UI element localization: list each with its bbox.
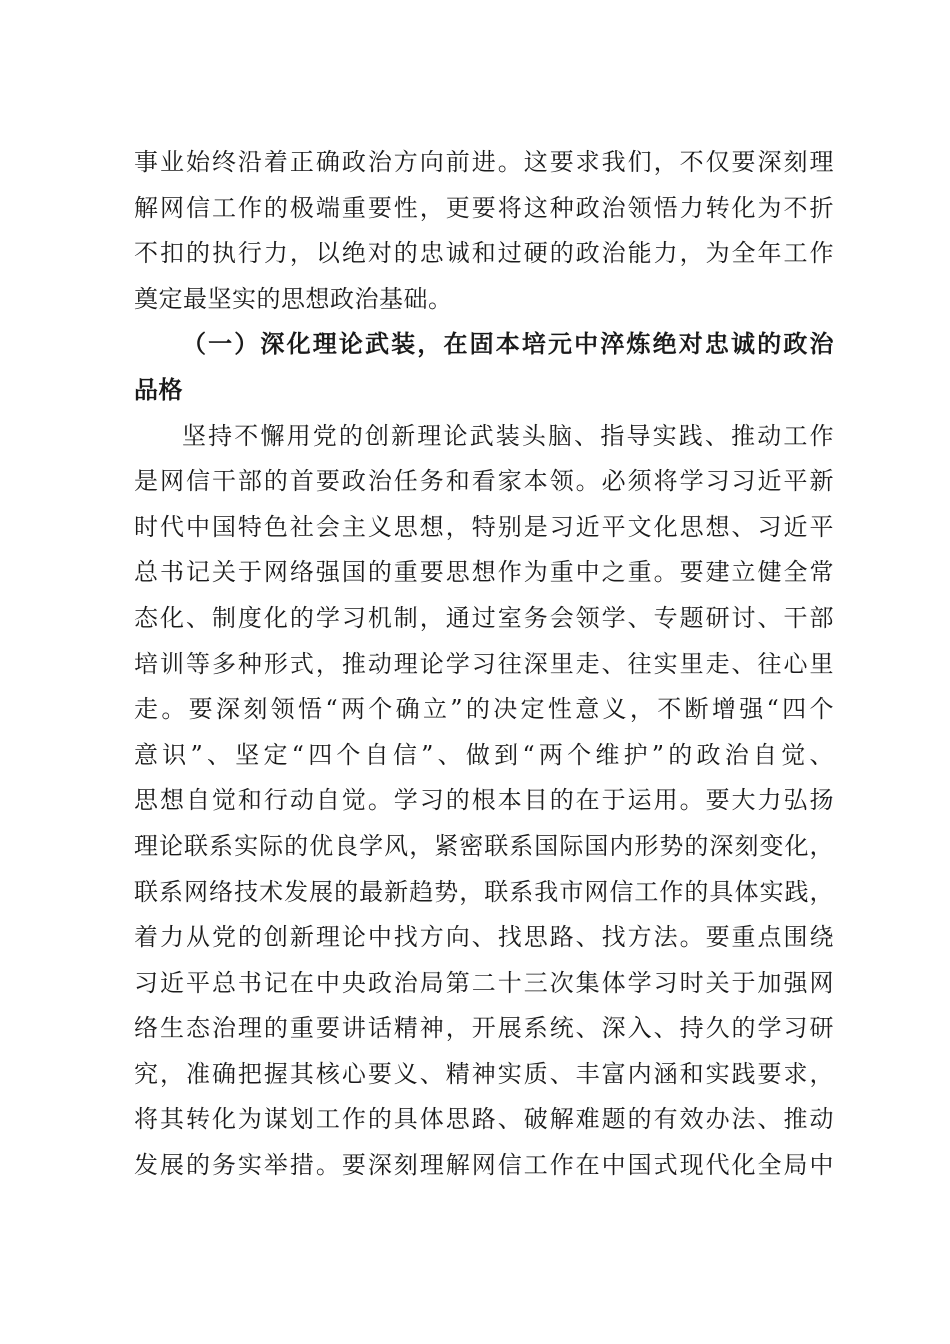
text-line: 奠定最坚实的思想政治基础。 — [134, 284, 453, 313]
text-line: 着力从党的创新理论中找方向、找思路、找方法。要重点围绕 — [134, 923, 834, 952]
text-line: 意识”、坚定“四个自信”、做到“两个维护”的政治自觉、 — [134, 740, 834, 769]
text-line: 态化、制度化的学习机制，通过室务会领学、专题研讨、干部 — [134, 603, 834, 632]
section-heading — [134, 322, 834, 413]
text-line: 事业始终沿着正确政治方向前进。这要求我们，不仅要深刻理 — [134, 148, 834, 176]
document-body — [134, 140, 834, 1189]
text-line: 走。要深刻领悟“两个确立”的决定性意义，不断增强“四个 — [134, 695, 834, 724]
text-line: 培训等多种形式，推动理论学习往深里走、往实里走、往心里 — [134, 649, 834, 678]
heading-line: （一）深化理论武装，在固本培元中淬炼绝对忠诚的政治 — [182, 330, 834, 359]
text-line: 理论联系实际的优良学风，紧密联系国际国内形势的深刻变化， — [134, 831, 834, 860]
text-line: 解网信工作的极端重要性，更要将这种政治领悟力转化为不折 — [134, 193, 834, 222]
text-line: 发展的务实举措。要深刻理解网信工作在中国式现代化全局中 — [134, 1151, 834, 1180]
heading-line: 品格 — [134, 375, 183, 404]
text-line: 络生态治理的重要讲话精神，开展系统、深入、持久的学习研 — [134, 1014, 834, 1043]
text-line: 思想自觉和行动自觉。学习的根本目的在于运用。要大力弘扬 — [134, 786, 834, 815]
text-line: 习近平总书记在中央政治局第二十三次集体学习时关于加强网 — [134, 968, 834, 997]
text-line: 将其转化为谋划工作的具体思路、破解难题的有效办法、推动 — [134, 1105, 834, 1134]
text-line: 不扣的执行力，以绝对的忠诚和过硬的政治能力，为全年工作 — [134, 239, 834, 268]
text-line: 总书记关于网络强国的重要思想作为重中之重。要建立健全常 — [134, 558, 834, 587]
body-paragraph — [134, 414, 834, 1189]
text-line: 联系网络技术发展的最新趋势，联系我市网信工作的具体实践， — [134, 877, 834, 906]
text-line: 时代中国特色社会主义思想，特别是习近平文化思想、习近平 — [134, 512, 834, 541]
text-line: 坚持不懈用党的创新理论武装头脑、指导实践、推动工作 — [182, 421, 834, 450]
text-line: 究，准确把握其核心要义、精神实质、丰富内涵和实践要求， — [134, 1059, 834, 1088]
paragraph-continuation — [134, 140, 834, 322]
text-line: 是网信干部的首要政治任务和看家本领。必须将学习习近平新 — [134, 467, 834, 496]
